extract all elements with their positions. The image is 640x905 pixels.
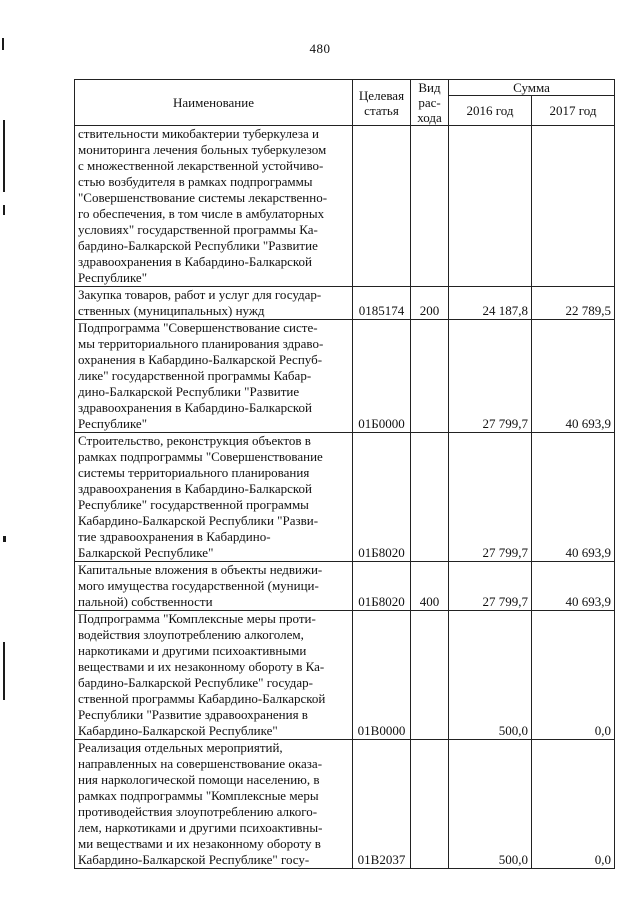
row-name: ствительности микобактерии туберкулеза и мониторинга лечения больных туберкулезом с множественной лекарственной устойчиво- стью возбудителя в рамках подпрограммы "Совершенствование системы лекарственно- го обеспечения, в том числе в амбулаторных условиях" государственной программы Ка- бардино-Балкарской Республики "Развитие здравоохранения в Кабардино-Балкарской Республике" xyxy=(75,126,353,287)
row-name: Капитальные вложения в объекты недвижи- мого имущества государственной (муници- пальной) собственности xyxy=(75,562,353,611)
budget-table xyxy=(74,79,615,869)
row-target-article: 01Б0000 xyxy=(353,320,411,433)
row-amount-2017: 40 693,9 xyxy=(532,433,615,562)
page-number: 480 xyxy=(309,41,331,56)
table-row xyxy=(75,287,615,320)
header-sum: Сумма xyxy=(449,80,615,96)
header-year-2017: 2017 год xyxy=(532,96,615,126)
header-year-2016: 2016 год xyxy=(449,96,532,126)
row-expense-kind: 200 xyxy=(411,287,449,320)
row-amount-2017: 22 789,5 xyxy=(532,287,615,320)
row-amount-2016: 500,0 xyxy=(449,740,532,869)
scan-mark-left-mid-2 xyxy=(3,205,5,215)
header-row-1 xyxy=(75,80,615,96)
scan-mark-left-bottom xyxy=(3,642,5,700)
row-target-article: 01В0000 xyxy=(353,611,411,740)
scan-mark-left-top xyxy=(2,38,4,50)
row-target-article: 01Б8020 xyxy=(353,433,411,562)
row-expense-kind xyxy=(411,433,449,562)
row-amount-2017: 0,0 xyxy=(532,740,615,869)
row-expense-kind xyxy=(411,126,449,287)
row-name: Закупка товаров, работ и услуг для государ- ственных (муниципальных) нужд xyxy=(75,287,353,320)
row-amount-2016: 27 799,7 xyxy=(449,433,532,562)
row-amount-2017: 40 693,9 xyxy=(532,320,615,433)
row-amount-2016: 27 799,7 xyxy=(449,562,532,611)
row-name: Подпрограмма "Комплексные меры проти- водействия злоупотреблению алкоголем, наркотиками и другими психоактивными веществами и их незаконному обороту в Ка- бардино-Балкарской Республике" государ- ственной программы Кабардино-Балкарской Республики "Развитие здравоохранения в Кабардино-Балкарской Республике" xyxy=(75,611,353,740)
row-expense-kind: 400 xyxy=(411,562,449,611)
table-row xyxy=(75,433,615,562)
row-expense-kind xyxy=(411,611,449,740)
row-amount-2017: 40 693,9 xyxy=(532,562,615,611)
scan-mark-left-mid-1 xyxy=(3,120,5,192)
table-row xyxy=(75,126,615,287)
row-name: Подпрограмма "Совершенствование систе- мы территориального планирования здраво- охранения в Кабардино-Балкарской Респуб- лике" государственной программы Кабар- дино-Балкарской Республики "Развитие здравоохранения в Кабардино-Балкарской Республике" xyxy=(75,320,353,433)
row-name: Реализация отдельных мероприятий, направленных на совершенствование оказа- ния наркологической помощи населению, в рамках подпрограммы "Комплексные меры противодействия злоупотреблению алкого- лем, наркотиками и другими психоактивны- ми веществами и их незаконному обороту в Кабардино-Балкарской Республике" госу- xyxy=(75,740,353,869)
table-row xyxy=(75,320,615,433)
header-name: Наименование xyxy=(75,80,353,126)
header-target-article: Целевая статья xyxy=(353,80,411,126)
row-name: Строительство, реконструкция объектов в рамках подпрограммы "Совершенствование системы территориального планирования здравоохранения в Кабардино-Балкарской Республике" государственной программы Кабардино-Балкарской Республики "Разви- тие здравоохранения в Кабардино- Балкарской Республике" xyxy=(75,433,353,562)
row-target-article xyxy=(353,126,411,287)
row-expense-kind xyxy=(411,740,449,869)
table-row xyxy=(75,562,615,611)
row-amount-2016: 500,0 xyxy=(449,611,532,740)
row-amount-2016 xyxy=(449,126,532,287)
row-amount-2017: 0,0 xyxy=(532,611,615,740)
row-target-article: 01В2037 xyxy=(353,740,411,869)
table-row xyxy=(75,611,615,740)
row-amount-2017 xyxy=(532,126,615,287)
row-target-article: 01Б8020 xyxy=(353,562,411,611)
table-row xyxy=(75,740,615,869)
row-amount-2016: 24 187,8 xyxy=(449,287,532,320)
row-amount-2016: 27 799,7 xyxy=(449,320,532,433)
header-expense-kind: Вид рас- хода xyxy=(411,80,449,126)
row-target-article: 0185174 xyxy=(353,287,411,320)
scan-mark-left-mid-3 xyxy=(3,536,6,542)
row-expense-kind xyxy=(411,320,449,433)
